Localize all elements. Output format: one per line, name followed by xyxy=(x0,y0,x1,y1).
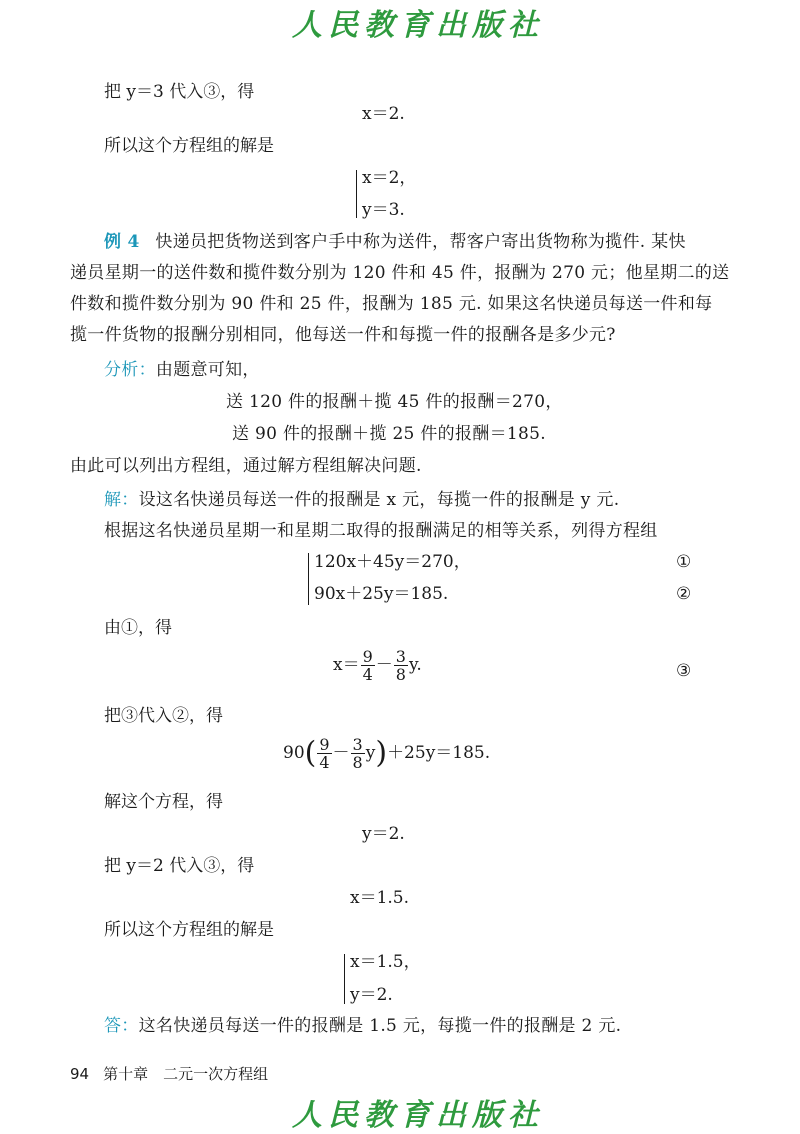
denominator: 4 xyxy=(362,665,373,684)
text-line: 由①，得 xyxy=(104,618,172,638)
publisher-logo: 人民教育出版社 xyxy=(292,8,544,43)
equation-tag: ② xyxy=(676,584,692,604)
minus-sign: － xyxy=(332,743,350,763)
equation-4 xyxy=(283,736,490,771)
equation-3 xyxy=(333,648,422,683)
equation: x＝1.5， xyxy=(350,952,421,972)
solution-line xyxy=(104,485,619,516)
equation-part: 90 xyxy=(283,743,305,763)
analysis-conclusion: 由此可以列出方程组，通过解方程组解决问题. xyxy=(70,456,422,476)
text-line: 把 y＝3 代入③，得 xyxy=(104,82,255,102)
publisher-logo: 人民教育出版社 xyxy=(292,1098,544,1133)
text-line: 解这个方程，得 xyxy=(104,792,223,812)
equation-tag: ③ xyxy=(676,661,692,681)
answer-text: 这名快递员每送一件的报酬是 1.5 元，每揽一件的报酬是 2 元. xyxy=(138,1016,622,1036)
denominator: 8 xyxy=(395,665,406,684)
solution-label: 解： xyxy=(104,490,139,510)
solution-text: 根据这名快递员星期一和星期二取得的报酬满足的相等关系，列得方程组 xyxy=(104,521,658,541)
analysis-text: 由题意可知， xyxy=(155,360,260,380)
text-line: 所以这个方程组的解是 xyxy=(104,136,274,156)
text-line: 把 y＝2 代入③，得 xyxy=(104,856,255,876)
numerator: 9 xyxy=(319,735,330,754)
brace xyxy=(356,170,357,218)
analysis-line xyxy=(104,355,260,386)
brace xyxy=(308,553,309,605)
equation-part: x＝ xyxy=(333,655,360,675)
equation: y＝2. xyxy=(350,985,393,1005)
fraction xyxy=(317,736,331,771)
page-footer xyxy=(70,1063,268,1084)
equation-1: 120x＋45y＝270， xyxy=(314,552,471,572)
example-label: 例 4 xyxy=(104,232,140,252)
example-text: 揽一件货物的报酬分别相同，他每送一件和每揽一件的报酬各是多少元? xyxy=(70,325,616,345)
numerator: 9 xyxy=(362,647,373,666)
equation-2: 90x＋25y＝185. xyxy=(314,584,449,604)
chapter-title: 第十章 二元一次方程组 xyxy=(103,1065,269,1083)
fraction xyxy=(361,648,375,683)
left-paren: ( xyxy=(304,735,317,771)
text-line: 所以这个方程组的解是 xyxy=(104,920,274,940)
analysis-label: 分析： xyxy=(104,360,156,380)
equation: y＝2. xyxy=(362,824,405,844)
equation-part: y. xyxy=(408,655,422,675)
example-paragraph xyxy=(104,227,686,258)
brace xyxy=(344,954,345,1004)
page-number: 94 xyxy=(70,1065,90,1083)
right-paren: ) xyxy=(375,735,388,771)
answer-label: 答： xyxy=(104,1016,139,1036)
equation: x＝2， xyxy=(362,168,417,188)
fraction xyxy=(394,648,408,683)
denominator: 4 xyxy=(319,753,330,772)
equation: x＝2. xyxy=(362,104,405,124)
text-line: 把③代入②，得 xyxy=(104,706,223,726)
equation-part: y xyxy=(365,743,376,763)
example-text: 递员星期一的送件数和揽件数分别为 120 件和 45 件，报酬为 270 元；他星期二的送 xyxy=(70,263,730,283)
example-text: 快递员把货物送到客户手中称为送件，帮客户寄出货物称为揽件. 某快 xyxy=(155,232,686,252)
example-text: 件数和揽件数分别为 90 件和 25 件，报酬为 185 元. 如果这名快递员每送一件和每 xyxy=(70,294,713,314)
numerator: 3 xyxy=(352,735,363,754)
equation: y＝3. xyxy=(362,200,405,220)
numerator: 3 xyxy=(395,647,406,666)
fraction xyxy=(351,736,365,771)
denominator: 8 xyxy=(352,753,363,772)
solution-text: 设这名快递员每送一件的报酬是 x 元，每揽一件的报酬是 y 元. xyxy=(138,490,620,510)
equation-part: ＋25y＝185. xyxy=(387,743,491,763)
minus-sign: － xyxy=(375,655,393,675)
analysis-equation: 送 120 件的报酬＋揽 45 件的报酬＝270， xyxy=(226,392,563,412)
equation-tag: ① xyxy=(676,552,692,572)
equation: x＝1.5. xyxy=(350,888,410,908)
analysis-equation: 送 90 件的报酬＋揽 25 件的报酬＝185. xyxy=(232,424,546,444)
answer-line xyxy=(104,1011,621,1042)
